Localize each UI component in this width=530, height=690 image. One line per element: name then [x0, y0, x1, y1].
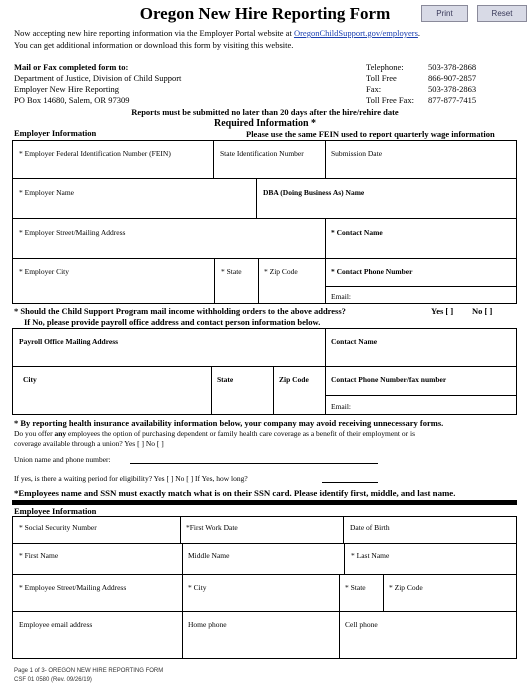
employee-grid	[12, 516, 517, 659]
waiting-period-input[interactable]	[322, 482, 378, 483]
employer-name-label: * Employer Name	[19, 188, 74, 197]
ssn-note: *Employees name and SSN must exactly match what is on their SSN card. Please identify first, middle, and last name.	[14, 488, 456, 498]
employer-zip-label: * Zip Code	[264, 267, 298, 276]
contact-phone-label: * Contact Phone Number	[331, 267, 413, 276]
last-name-field[interactable]	[345, 544, 517, 575]
intro-text: Now accepting new hire reporting information via the Employer Portal website at	[14, 28, 292, 38]
employer-state-label: * State	[221, 267, 242, 276]
intro-line-2: You can get additional information or download this form by visiting this website.	[14, 40, 294, 50]
print-button[interactable]: Print	[421, 5, 468, 22]
withholding-question: * Should the Child Support Program mail income withholding orders to the above address?	[14, 306, 346, 316]
fein-field[interactable]	[13, 141, 214, 179]
employer-street-label: * Employer Street/Mailing Address	[19, 228, 126, 237]
section-divider	[12, 500, 517, 505]
employee-heading: Employee Information	[14, 506, 97, 516]
payroll-city-label: City	[23, 375, 37, 384]
first-name-label: * First Name	[19, 551, 59, 560]
fein-note: Please use the same FEIN used to report quarterly wage information	[246, 129, 495, 139]
dba-label: DBA (Doing Business As) Name	[263, 188, 365, 197]
employee-state-field[interactable]	[340, 575, 384, 612]
dba-field[interactable]	[257, 179, 517, 219]
submission-date-label: Submission Date	[331, 149, 383, 158]
submission-date-field[interactable]	[326, 141, 517, 179]
employee-email-label: Employee email address	[19, 620, 93, 629]
payroll-city-field[interactable]	[13, 367, 212, 415]
employer-city-label: * Employer City	[19, 267, 69, 276]
home-phone-field[interactable]	[183, 612, 340, 659]
payroll-zip-field[interactable]	[274, 367, 326, 415]
union-name-label: Union name and phone number:	[14, 455, 111, 464]
contact-value: 877-877-7415	[428, 95, 477, 105]
intro-period: .	[417, 28, 421, 38]
last-name-label: * Last Name	[351, 551, 390, 560]
employee-city-label: * City	[188, 583, 207, 592]
first-name-field[interactable]	[13, 544, 183, 575]
state-id-label: State Identification Number	[220, 149, 304, 158]
form-title: Oregon New Hire Reporting Form	[139, 4, 391, 23]
payroll-address-field[interactable]	[13, 329, 326, 367]
middle-name-label: Middle Name	[188, 551, 230, 560]
ssn-field[interactable]	[13, 517, 181, 544]
employer-state-field[interactable]	[215, 259, 259, 304]
contact-value: 866-907-2857	[428, 73, 477, 83]
employer-email-label: Email:	[331, 292, 351, 301]
middle-name-field[interactable]	[183, 544, 345, 575]
employer-grid	[12, 140, 517, 304]
intro-line-1	[14, 28, 420, 38]
state-id-field[interactable]	[214, 141, 326, 179]
contact-name-field[interactable]	[326, 219, 517, 259]
health-union-checkboxes[interactable]: coverage available through a union? Yes [ ] No [ ]	[14, 439, 164, 448]
union-name-input[interactable]	[130, 463, 378, 464]
contact-label: Toll Free Fax:	[366, 95, 415, 105]
payroll-grid	[12, 328, 517, 415]
payroll-phone-field[interactable]	[326, 367, 517, 396]
employee-email-field[interactable]	[13, 612, 183, 659]
employee-zip-field[interactable]	[384, 575, 517, 612]
withholding-if-no: If No, please provide payroll office address and contact person information below.	[24, 317, 321, 327]
contact-value: 503-378-2863	[428, 84, 477, 94]
required-note: Required Information *	[213, 118, 317, 129]
employee-city-field[interactable]	[183, 575, 340, 612]
reset-button[interactable]: Reset	[477, 5, 527, 22]
contact-label: Toll Free	[366, 73, 397, 83]
footer-form-id: CSF 01 0580 (Rev. 09/26/19)	[14, 677, 92, 683]
home-phone-label: Home phone	[188, 620, 227, 629]
contact-label: Fax:	[366, 84, 382, 94]
fein-label: * Employer Federal Identification Number (FEIN)	[19, 149, 171, 158]
employer-email-field[interactable]	[326, 287, 517, 304]
employer-zip-field[interactable]	[259, 259, 326, 304]
employee-zip-label: * Zip Code	[389, 583, 423, 592]
payroll-email-field[interactable]	[326, 396, 517, 415]
employee-state-label: * State	[345, 583, 366, 592]
mail-line: Department of Justice, Division of Child Support	[14, 73, 182, 83]
employer-street-field[interactable]	[13, 219, 326, 259]
mail-line: Employer New Hire Reporting	[14, 84, 120, 94]
first-work-date-label: *First Work Date	[186, 523, 238, 532]
payroll-contact-name-label: Contact Name	[331, 337, 378, 346]
contact-label: Telephone:	[366, 62, 404, 72]
payroll-phone-label: Contact Phone Number/fax number	[331, 375, 447, 384]
payroll-state-label: State	[217, 375, 234, 384]
cell-phone-label: Cell phone	[345, 620, 378, 629]
contact-phone-field[interactable]	[326, 259, 517, 287]
dob-field[interactable]	[344, 517, 517, 544]
waiting-period-question[interactable]: If yes, is there a waiting period for eligibility? Yes [ ] No [ ] If Yes, how long?	[14, 474, 248, 483]
deadline-note: Reports must be submitted no later than 20 days after the hire/rehire date	[131, 107, 399, 117]
payroll-contact-name-field[interactable]	[326, 329, 517, 367]
health-heading: * By reporting health insurance availability information below, your company may avoid receiving unnecessary forms.	[14, 418, 444, 428]
health-q-any: any	[54, 429, 67, 438]
employee-street-label: * Employee Street/Mailing Address	[19, 583, 127, 592]
employer-name-field[interactable]	[13, 179, 257, 219]
payroll-email-label: Email:	[331, 402, 351, 411]
employer-heading: Employer Information	[14, 128, 97, 138]
withholding-yes-checkbox[interactable]: Yes [ ]	[431, 306, 454, 316]
health-q-part: employees the option of purchasing dependent or family health care coverage as a benefit of their employment or is	[66, 429, 415, 438]
health-question	[14, 429, 415, 438]
contact-name-label: * Contact Name	[331, 228, 383, 237]
ssn-label: * Social Security Number	[19, 523, 97, 532]
withholding-no-checkbox[interactable]: No [ ]	[472, 306, 493, 316]
mail-line: PO Box 14680, Salem, OR 97309	[14, 95, 130, 105]
employer-city-field[interactable]	[13, 259, 215, 304]
cell-phone-field[interactable]	[340, 612, 517, 659]
employee-street-field[interactable]	[13, 575, 183, 612]
footer-page: Page 1 of 3- OREGON NEW HIRE REPORTING FORM	[14, 668, 164, 674]
mail-heading: Mail or Fax completed form to:	[14, 62, 129, 72]
payroll-state-field[interactable]	[212, 367, 274, 415]
payroll-address-label: Payroll Office Mailing Address	[19, 337, 119, 346]
dob-label: Date of Birth	[350, 523, 390, 532]
contact-value: 503-378-2868	[428, 62, 477, 72]
employer-portal-link[interactable]: OregonChildSupport.gov/employers	[293, 28, 418, 38]
payroll-zip-label: Zip Code	[279, 375, 309, 384]
health-q-part: Do you offer	[14, 429, 55, 438]
first-work-date-field[interactable]	[181, 517, 344, 544]
